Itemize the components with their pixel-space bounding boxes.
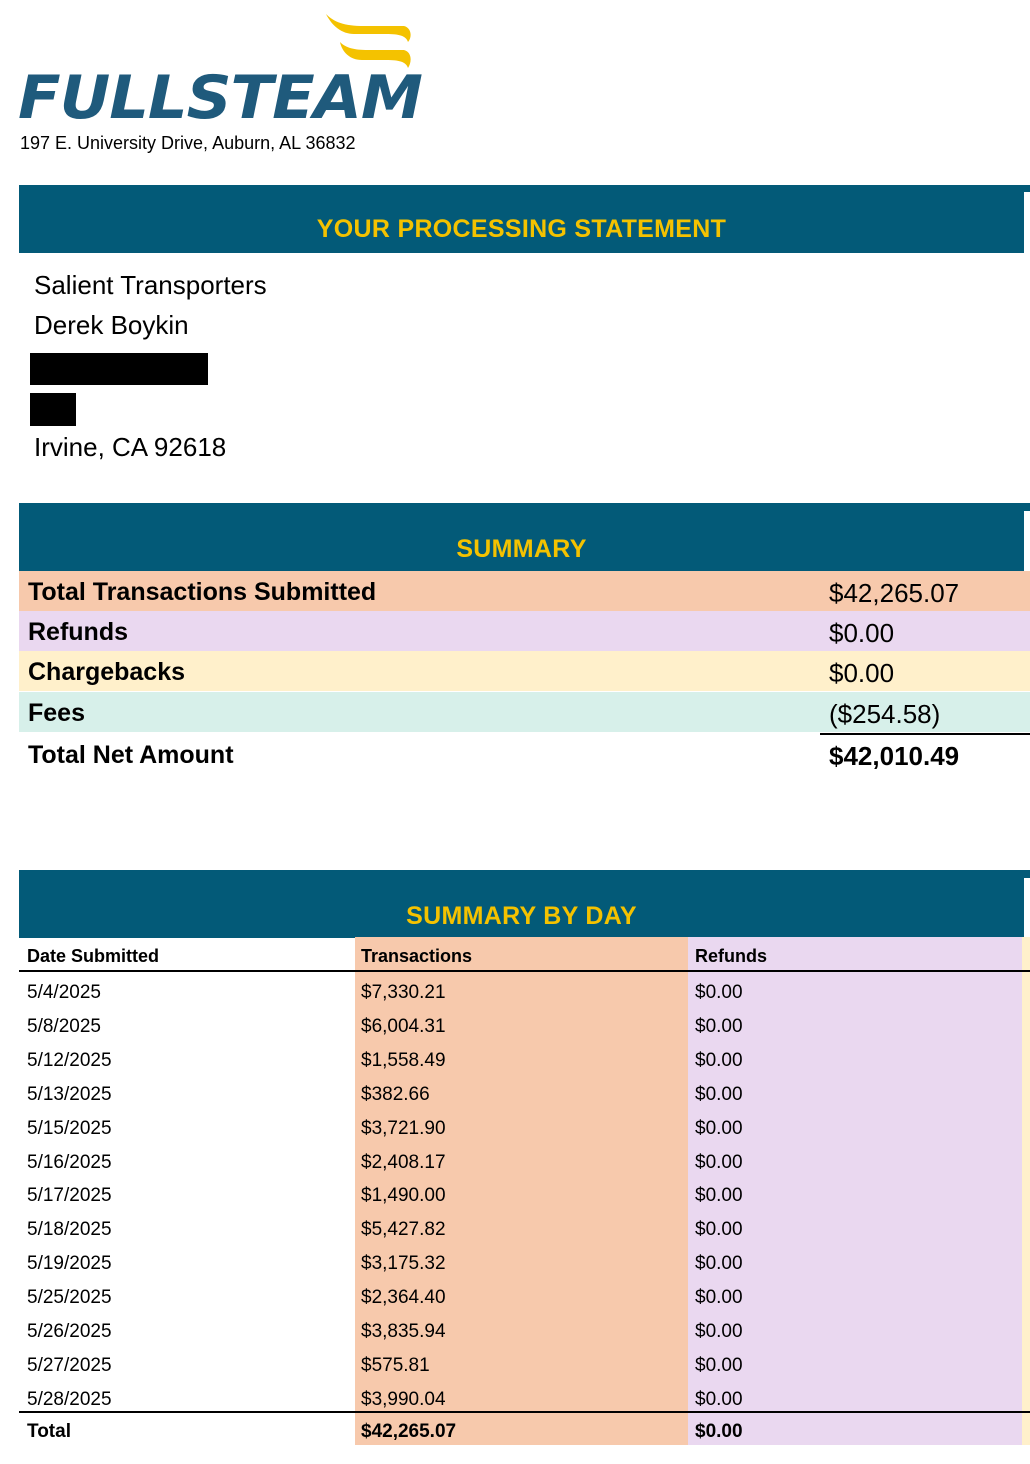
customer-city-state-zip: Irvine, CA 92618 <box>34 432 227 462</box>
table-total-row <box>19 1413 1024 1447</box>
column-header-transactions: Transactions <box>361 946 473 966</box>
summary-header-band <box>19 503 1024 571</box>
table-row <box>19 1177 1024 1211</box>
cell-refunds: $0.00 <box>695 1049 743 1071</box>
cell-date: 5/13/2025 <box>27 1083 112 1105</box>
table-row <box>19 1211 1024 1245</box>
table-row <box>19 1381 1024 1415</box>
column-header-refunds: Refunds <box>695 946 767 966</box>
table-row <box>19 1144 1024 1178</box>
total-refunds: $0.00 <box>695 1421 743 1442</box>
cell-date: 5/16/2025 <box>27 1151 112 1173</box>
summary-row-fees <box>19 692 1030 732</box>
cell-transactions: $2,364.40 <box>361 1287 446 1309</box>
cell-date: 5/25/2025 <box>27 1287 112 1309</box>
cell-transactions: $3,721.90 <box>361 1117 446 1139</box>
redacted-address-line-1 <box>30 353 208 385</box>
header-divider <box>19 970 1030 972</box>
summary-label: Total Transactions Submitted <box>28 578 377 606</box>
cell-refunds: $0.00 <box>695 1117 743 1139</box>
summary-by-day-header-band <box>19 870 1024 938</box>
cell-refunds: $0.00 <box>695 1015 743 1037</box>
cell-date: 5/8/2025 <box>27 1015 101 1037</box>
table-row <box>19 1076 1024 1110</box>
cell-refunds: $0.00 <box>695 1253 743 1275</box>
cell-refunds: $0.00 <box>695 1219 743 1241</box>
statement-title: YOUR PROCESSING STATEMENT <box>316 215 727 243</box>
cell-date: 5/12/2025 <box>27 1049 112 1071</box>
cell-transactions: $3,990.04 <box>361 1388 446 1410</box>
cell-date: 5/27/2025 <box>27 1354 112 1376</box>
summary-value: $0.00 <box>829 658 895 688</box>
summary-title: SUMMARY <box>456 535 587 563</box>
summary-total-value: $42,010.49 <box>829 741 960 771</box>
redacted-address-line-2 <box>30 393 76 426</box>
total-transactions: $42,265.07 <box>361 1421 457 1442</box>
summary-row-chargebacks <box>19 651 1030 691</box>
customer-contact-name: Derek Boykin <box>34 310 189 340</box>
cell-date: 5/19/2025 <box>27 1253 112 1275</box>
cell-refunds: $0.00 <box>695 1287 743 1309</box>
cell-refunds: $0.00 <box>695 1354 743 1376</box>
summary-value: ($254.58) <box>829 699 941 729</box>
cell-date: 5/15/2025 <box>27 1117 112 1139</box>
cell-refunds: $0.00 <box>695 1321 743 1342</box>
summary-label: Chargebacks <box>28 658 186 686</box>
summary-label: Refunds <box>28 618 128 646</box>
table-row <box>19 974 1024 1008</box>
statement-header-band <box>19 185 1024 253</box>
cell-refunds: $0.00 <box>695 982 743 1003</box>
band-edge <box>1024 503 1030 511</box>
summary-row-total-net <box>19 734 1030 774</box>
table-row <box>19 1279 1024 1313</box>
summary-label: Fees <box>28 699 85 727</box>
cell-date: 5/28/2025 <box>27 1388 112 1410</box>
total-label: Total <box>27 1421 71 1442</box>
cell-refunds: $0.00 <box>695 1083 743 1105</box>
table-row <box>19 1245 1024 1279</box>
summary-value: $0.00 <box>829 618 895 648</box>
cell-transactions: $1,558.49 <box>361 1049 446 1071</box>
cell-transactions: $3,175.32 <box>361 1253 446 1275</box>
summary-by-day-title: SUMMARY BY DAY <box>406 902 637 930</box>
cell-transactions: $7,330.21 <box>361 982 446 1003</box>
summary-value: $42,265.07 <box>829 578 960 608</box>
summary-row-refunds <box>19 611 1030 651</box>
fullsteam-logo <box>18 12 422 133</box>
cell-transactions: $2,408.17 <box>361 1151 446 1173</box>
table-row <box>19 1110 1024 1144</box>
band-edge <box>1024 870 1030 878</box>
cell-transactions: $3,835.94 <box>361 1321 446 1342</box>
cell-transactions: $382.66 <box>361 1083 430 1105</box>
company-address: 197 E. University Drive, Auburn, AL 36832 <box>20 133 356 153</box>
column-header-date: Date Submitted <box>27 946 160 966</box>
logo-wordmark: FULLSTEAM <box>18 63 422 133</box>
cell-transactions: $5,427.82 <box>361 1219 446 1241</box>
table-row <box>19 1008 1024 1042</box>
cell-date: 5/18/2025 <box>27 1219 112 1241</box>
cell-date: 5/26/2025 <box>27 1321 112 1342</box>
cell-transactions: $6,004.31 <box>361 1015 446 1037</box>
cell-refunds: $0.00 <box>695 1185 743 1207</box>
cell-date: 5/4/2025 <box>27 982 101 1003</box>
table-row <box>19 1347 1024 1381</box>
summary-total-label: Total Net Amount <box>28 741 234 769</box>
table-row <box>19 1042 1024 1076</box>
cell-transactions: $1,490.00 <box>361 1185 446 1207</box>
band-edge <box>1024 185 1030 192</box>
cell-date: 5/17/2025 <box>27 1185 112 1207</box>
customer-business-name: Salient Transporters <box>34 270 267 300</box>
cell-refunds: $0.00 <box>695 1388 743 1410</box>
table-row <box>19 1313 1024 1347</box>
summary-row-transactions <box>19 571 1030 611</box>
cell-transactions: $575.81 <box>361 1354 430 1376</box>
cell-refunds: $0.00 <box>695 1151 743 1173</box>
